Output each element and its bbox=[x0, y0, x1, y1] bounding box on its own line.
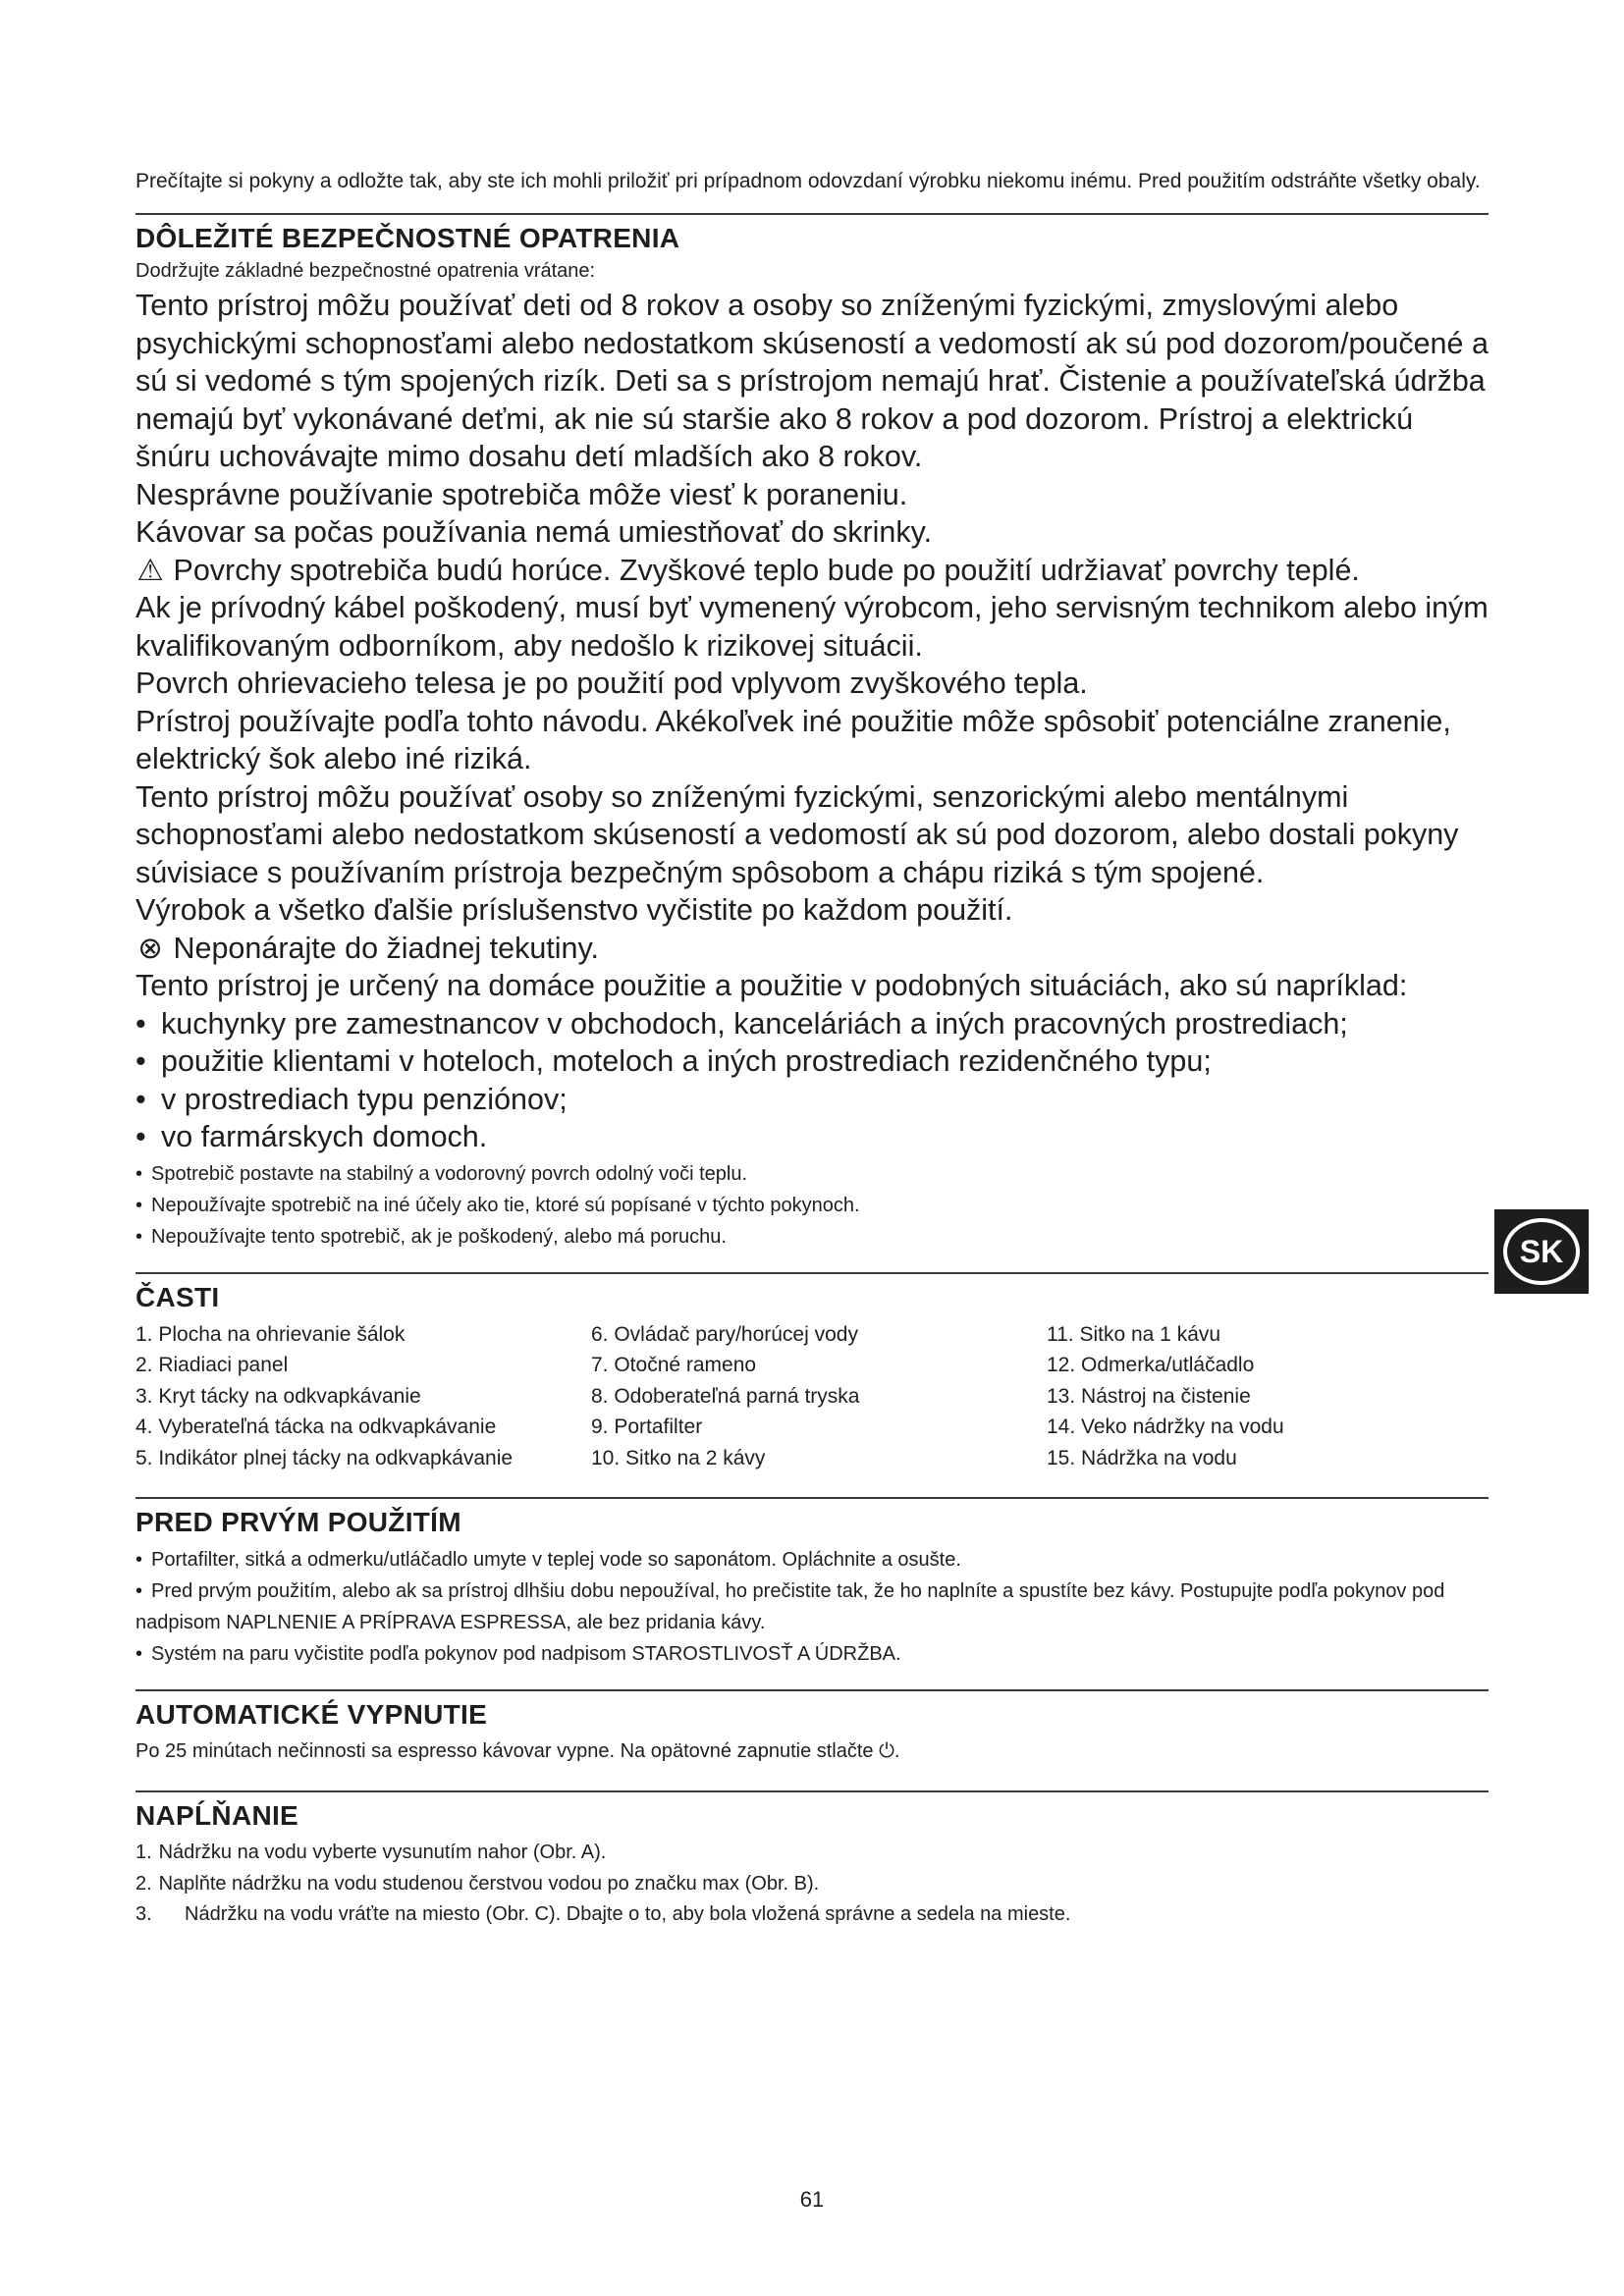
language-badge bbox=[1494, 1209, 1589, 1294]
part-item: 10. Sitko na 2 kávy bbox=[591, 1446, 766, 1469]
auto-off-heading: AUTOMATICKÉ VYPNUTIE bbox=[135, 1699, 488, 1730]
list-item: • Portafilter, sitká a odmerku/utláčadlo umyte v teplej vode so saponátom. Opláchnite a osušte. bbox=[135, 1544, 1489, 1575]
first-use-section bbox=[135, 1497, 1489, 1670]
list-item bbox=[135, 1869, 1489, 1900]
intro-text: Prečítajte si pokyny a odložte tak, aby ste ich mohli priložiť pri prípadnom odovzdaní výrobku niekomu inému. Pred použitím odstráňte všetky obaly. bbox=[135, 170, 1481, 192]
filling-section bbox=[135, 1790, 1489, 1931]
list-item: • v prostrediach typu penziónov; bbox=[135, 1081, 1489, 1119]
first-use-list bbox=[135, 1544, 1489, 1670]
safety-paragraph: Ak je prívodný kábel poškodený, musí byť vymenený výrobcom, jeho servisným technikom alebo iným kvalifikovaným odborníkom, aby nedošlo k rizikovej situácii. bbox=[135, 591, 1489, 663]
parts-list bbox=[135, 1319, 1489, 1474]
safety-paragraph: Výrobok a všetko ďalšie príslušenstvo vyčistite po každom použití. bbox=[135, 893, 1013, 927]
parts-section bbox=[135, 1272, 1489, 1474]
safety-paragraph: Tento prístroj môžu používať deti od 8 rokov a osoby so zníženými fyzickými, zmyslovými alebo psychickými schopnosťami alebo nedostatkom skúseností a vedomostí ak sú pod dozorom/poučené a sú si vedomé s tým spojených rizík. Deti sa s prístrojom nemajú hrať. Čistenie a používateľská údržba nemajú byť vykonávané deťmi, ak nie sú staršie ako 8 rokov a pod dozorom. Prístroj a elektrickú šnúru uchovávajte mimo dosahu detí mladších ako 8 rokov. bbox=[135, 289, 1489, 473]
safety-paragraph bbox=[135, 552, 1489, 590]
safety-subtitle: Dodržujte základné bezpečnostné opatrenia vrátane: bbox=[135, 260, 596, 282]
step-text: Nádržku na vodu vráťte na miesto (Obr. C). Dbajte o to, aby bola vložená správne a sedela na mieste. bbox=[185, 1903, 1071, 1925]
part-item: 13. Nástroj na čistenie bbox=[1047, 1384, 1251, 1408]
safety-paragraph: Kávovar sa počas používania nemá umiestňovať do skrinky. bbox=[135, 515, 933, 549]
auto-off-text: Po 25 minútach nečinnosti sa espresso kávovar vypne. Na opätovné zapnutie stlačte ⏻. bbox=[135, 1740, 900, 1762]
first-use-heading: PRED PRVÝM POUŽITÍM bbox=[135, 1507, 461, 1537]
filling-heading: NAPĹŇANIE bbox=[135, 1800, 299, 1831]
manual-page bbox=[135, 165, 1489, 1954]
safety-paragraph: Povrch ohrievacieho telesa je po použití pod vplyvom zvyškového tepla. bbox=[135, 667, 1088, 700]
no-immersion-text: Neponárajte do žiadnej tekutiny. bbox=[173, 931, 599, 965]
usage-list bbox=[135, 1005, 1489, 1156]
page-number: 61 bbox=[799, 2187, 825, 2212]
part-item: 14. Veko nádržky na vodu bbox=[1047, 1415, 1284, 1438]
safety-paragraph: Tento prístroj môžu používať osoby so zníženými fyzickými, senzorickými alebo mentálnymi schopnosťami alebo nedostatkom skúseností a vedomostí ak sú pod dozorom, alebo dostali pokyny súvisiace s používaním prístroja bezpečným spôsobom a chápu riziká s tým spojené. bbox=[135, 779, 1459, 889]
list-item: • Nepoužívajte tento spotrebič, ak je poškodený, alebo má poruchu. bbox=[135, 1221, 1489, 1253]
auto-off-section bbox=[135, 1689, 1489, 1767]
parts-column bbox=[135, 1319, 591, 1474]
safety-paragraph: Nesprávne používanie spotrebiča môže viesť k poraneniu. bbox=[135, 477, 908, 511]
safety-body bbox=[135, 287, 1489, 1156]
list-item: • Spotrebič postavte na stabilný a vodorovný povrch odolný voči teplu. bbox=[135, 1158, 1489, 1190]
list-item: • Pred prvým použitím, alebo ak sa prístroj dlhšiu dobu nepoužíval, ho prečistite tak, že ho naplníte a spustíte bez kávy. Postupujte podľa pokynov pod nadpisom NAPLNENIE A PRÍPRAVA ESPRESSA, ale bez pridania kávy. bbox=[135, 1575, 1489, 1638]
part-item: 9. Portafilter bbox=[591, 1415, 703, 1438]
part-item: 5. Indikátor plnej tácky na odkvapkávanie bbox=[135, 1446, 514, 1469]
hot-surface-text: Povrchy spotrebiča budú horúce. Zvyškové teplo bude po použití udržiavať povrchy teplé. bbox=[173, 553, 1360, 587]
safety-paragraph: Tento prístroj je určený na domáce použitie a použitie v podobných situáciách, ako sú napríklad: bbox=[135, 969, 1408, 1002]
part-item: 12. Odmerka/utláčadlo bbox=[1047, 1354, 1255, 1376]
no-immersion-icon: ⊗ bbox=[137, 931, 163, 965]
step-number: 1. bbox=[135, 1842, 152, 1863]
filling-steps bbox=[135, 1838, 1489, 1931]
parts-column bbox=[1047, 1319, 1459, 1474]
list-item: • kuchynky pre zamestnancov v obchodoch, kanceláriách a iných pracovných prostrediach; bbox=[135, 1005, 1489, 1043]
safety-section bbox=[135, 213, 1489, 1253]
language-code: SK bbox=[1503, 1218, 1580, 1285]
list-item: • Nepoužívajte spotrebič na iné účely ako tie, ktoré sú popísané v týchto pokynoch. bbox=[135, 1190, 1489, 1221]
safety-paragraph bbox=[135, 930, 1489, 968]
parts-heading: ČASTI bbox=[135, 1281, 220, 1312]
list-item: • Systém na paru vyčistite podľa pokynov pod nadpisom STAROSTLIVOSŤ A ÚDRŽBA. bbox=[135, 1638, 1489, 1670]
list-item: • použitie klientami v hoteloch, moteloch a iných prostrediach rezidenčného typu; bbox=[135, 1042, 1489, 1081]
part-item: 7. Otočné rameno bbox=[591, 1354, 757, 1376]
part-item: 15. Nádržka na vodu bbox=[1047, 1446, 1237, 1469]
safety-notes bbox=[135, 1158, 1489, 1253]
part-item: 6. Ovládač pary/horúcej vody bbox=[591, 1322, 858, 1346]
list-item bbox=[135, 1899, 1489, 1931]
step-number: 3. bbox=[135, 1903, 152, 1925]
part-item: 1. Plocha na ohrievanie šálok bbox=[135, 1322, 406, 1346]
part-item: 3. Kryt tácky na odkvapkávanie bbox=[135, 1384, 421, 1408]
parts-column bbox=[591, 1319, 1047, 1474]
step-number: 2. bbox=[135, 1872, 152, 1895]
part-item: 8. Odoberateľná parná tryska bbox=[591, 1384, 860, 1408]
list-item: • vo farmárskych domoch. bbox=[135, 1118, 1489, 1156]
safety-paragraph: Prístroj používajte podľa tohto návodu. Akékoľvek iné použitie môže spôsobiť potenciálne zranenie, elektrický šok alebo iné riziká. bbox=[135, 704, 1451, 775]
list-item bbox=[135, 1838, 1489, 1869]
part-item: 11. Sitko na 1 kávu bbox=[1047, 1322, 1221, 1346]
part-item: 2. Riadiaci panel bbox=[135, 1354, 289, 1376]
step-text: Nádržku na vodu vyberte vysunutím nahor (Obr. A). bbox=[158, 1842, 607, 1863]
safety-heading: DÔLEŽITÉ BEZPEČNOSTNÉ OPATRENIA bbox=[135, 223, 680, 253]
part-item: 4. Vyberateľná tácka na odkvapkávanie bbox=[135, 1415, 497, 1438]
hot-surface-warning-icon: ⚠ bbox=[136, 553, 164, 587]
step-text: Naplňte nádržku na vodu studenou čerstvou vodou po značku max (Obr. B). bbox=[158, 1872, 820, 1895]
